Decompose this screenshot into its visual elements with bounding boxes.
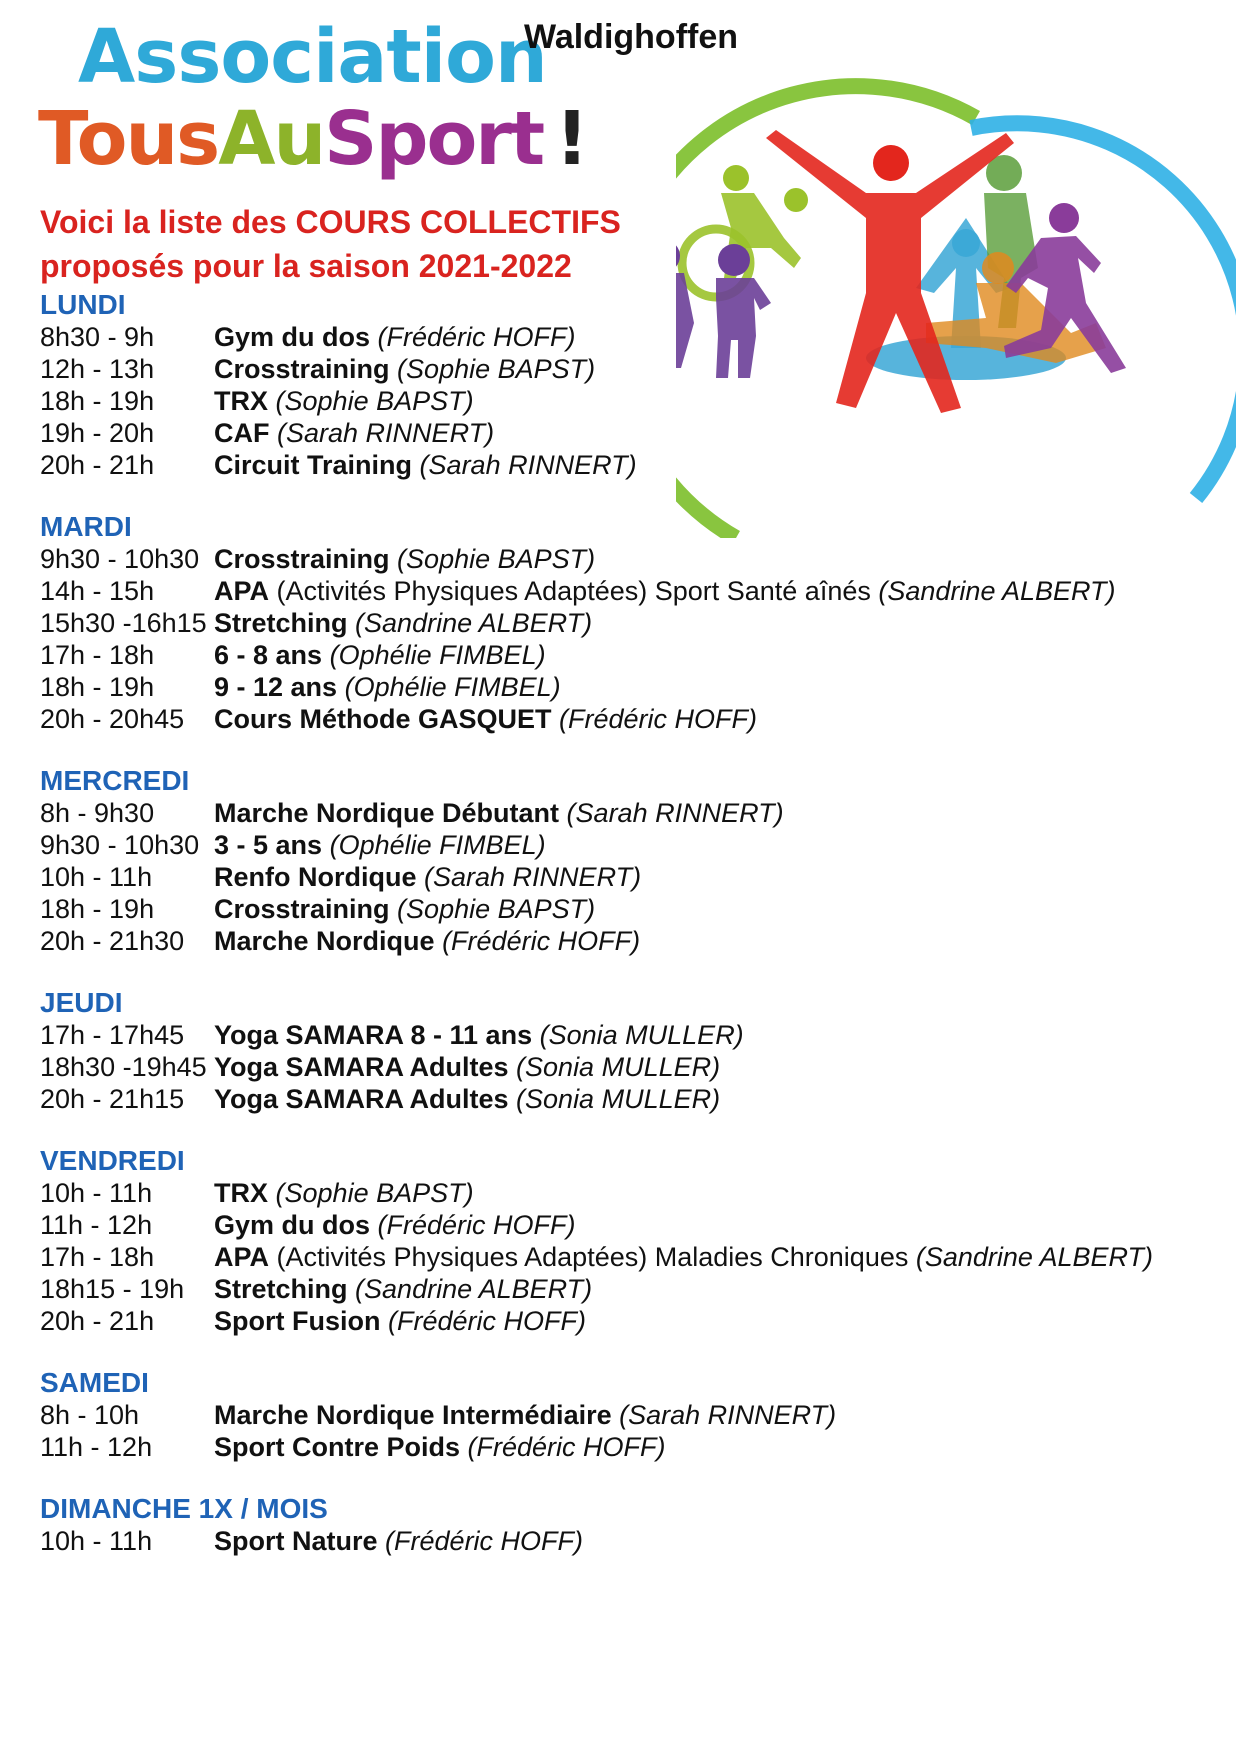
row-time: 14h - 15h <box>40 576 155 606</box>
row-extra: (Activités Physiques Adaptées) Maladies Chroniques <box>276 1242 909 1272</box>
row-course: APA <box>214 576 270 606</box>
schedule-row <box>40 670 561 704</box>
schedule-row <box>40 1176 474 1210</box>
row-coach: (Sandrine ALBERT) <box>355 1274 593 1304</box>
logo-word-au: Au <box>218 96 325 182</box>
row-coach: (Ophélie FIMBEL) <box>329 830 546 860</box>
schedule-row <box>40 638 546 672</box>
schedule-row <box>40 892 595 926</box>
schedule-row <box>40 702 757 736</box>
row-time: 20h - 21h <box>40 450 155 480</box>
schedule-row <box>40 1208 576 1242</box>
row-coach: (Sophie BAPST) <box>275 1178 474 1208</box>
row-coach: (Frédéric HOFF) <box>559 704 758 734</box>
row-course: 6 - 8 ans <box>214 640 323 670</box>
row-time: 18h - 19h <box>40 894 155 924</box>
row-time: 17h - 18h <box>40 640 155 670</box>
town-name: Waldighoffen <box>524 18 739 56</box>
sport-figures-icon <box>676 78 1236 538</box>
row-course: Cours Méthode GASQUET <box>214 704 552 734</box>
row-coach: (Sarah RINNERT) <box>424 862 642 892</box>
row-time: 9h30 - 10h30 <box>40 830 200 860</box>
day-title-dimanche: DIMANCHE 1X / MOIS <box>40 1493 328 1524</box>
row-time: 9h30 - 10h30 <box>40 544 200 574</box>
row-time: 20h - 20h45 <box>40 704 185 734</box>
day-title-mercredi: MERCREDI <box>40 765 190 796</box>
row-time: 17h - 17h45 <box>40 1020 185 1050</box>
row-course: Marche Nordique <box>214 926 435 956</box>
row-coach: (Frédéric HOFF) <box>467 1432 666 1462</box>
row-course: APA <box>214 1242 270 1272</box>
row-extra: (Activités Physiques Adaptées) Sport Santé aînés <box>276 576 871 606</box>
row-coach: (Sophie BAPST) <box>275 386 474 416</box>
day-title-lundi: LUNDI <box>40 289 126 320</box>
row-course: CAF <box>214 418 270 448</box>
row-course: 3 - 5 ans <box>214 830 323 860</box>
schedule-row <box>40 860 641 894</box>
row-time: 18h - 19h <box>40 386 155 416</box>
row-course: Circuit Training <box>214 450 413 480</box>
schedule-row <box>40 352 595 386</box>
row-course: Stretching <box>214 608 348 638</box>
row-course: Crosstraining <box>214 894 390 924</box>
row-time: 12h - 13h <box>40 354 155 384</box>
schedule-row <box>40 1082 720 1116</box>
row-coach: (Frédéric HOFF) <box>388 1306 586 1336</box>
row-coach: (Sophie BAPST) <box>397 354 596 384</box>
row-course: 9 - 12 ans <box>214 672 338 702</box>
row-course: Sport Contre Poids <box>214 1432 461 1462</box>
row-coach: (Ophélie FIMBEL) <box>344 672 561 702</box>
day-title-mardi: MARDI <box>40 511 132 542</box>
row-time: 8h - 10h <box>40 1400 140 1430</box>
row-coach: (Sandrine ALBERT) <box>878 576 1116 606</box>
row-coach: (Sarah RINNERT) <box>277 418 495 448</box>
row-time: 18h15 - 19h <box>40 1274 185 1304</box>
schedule-row <box>40 416 494 450</box>
row-time: 10h - 11h <box>40 1526 153 1556</box>
schedule-row <box>40 1240 1153 1274</box>
logo-exclamation: ! <box>555 96 587 182</box>
row-coach: (Frédéric HOFF) <box>442 926 641 956</box>
schedule-row <box>40 574 1116 608</box>
schedule-row <box>40 1524 583 1558</box>
schedule-row <box>40 796 784 830</box>
row-time: 20h - 21h <box>40 1306 155 1336</box>
row-coach: (Sandrine ALBERT) <box>915 1242 1153 1272</box>
row-course: TRX <box>214 386 268 416</box>
row-course: Renfo Nordique <box>214 862 417 892</box>
row-coach: (Frédéric HOFF) <box>377 322 576 352</box>
row-coach: (Sophie BAPST) <box>397 544 596 574</box>
row-course: Crosstraining <box>214 544 390 574</box>
schedule-row <box>40 320 576 354</box>
schedule-row <box>40 1050 720 1084</box>
row-course: Yoga SAMARA Adultes <box>214 1052 509 1082</box>
row-coach: (Ophélie FIMBEL) <box>329 640 546 670</box>
row-time: 10h - 11h <box>40 862 153 892</box>
row-time: 8h30 - 9h <box>40 322 155 352</box>
row-time: 17h - 18h <box>40 1242 155 1272</box>
schedule-row <box>40 384 474 418</box>
schedule-row <box>40 1018 744 1052</box>
row-course: Gym du dos <box>214 1210 371 1240</box>
row-time: 18h30 -19h45 <box>40 1052 207 1082</box>
purple-child-right <box>716 278 771 378</box>
row-coach: (Sonia MULLER) <box>539 1020 744 1050</box>
row-coach: (Sonia MULLER) <box>516 1084 721 1114</box>
schedule-row <box>40 828 546 862</box>
intro-line-1: Voici la liste des COURS COLLECTIFS <box>40 204 621 240</box>
row-time: 11h - 12h <box>40 1432 153 1462</box>
schedule-row <box>40 542 595 576</box>
row-time: 18h - 19h <box>40 672 155 702</box>
schedule-row <box>40 1304 586 1338</box>
row-coach: (Frédéric HOFF) <box>377 1210 576 1240</box>
row-time: 10h - 11h <box>40 1178 153 1208</box>
row-course: TRX <box>214 1178 268 1208</box>
row-time: 19h - 20h <box>40 418 155 448</box>
schedule-row <box>40 1430 666 1464</box>
row-course: Yoga SAMARA Adultes <box>214 1084 509 1114</box>
row-coach: (Sandrine ALBERT) <box>355 608 593 638</box>
row-course: Stretching <box>214 1274 348 1304</box>
row-time: 20h - 21h15 <box>40 1084 185 1114</box>
row-coach: (Sarah RINNERT) <box>619 1400 837 1430</box>
row-course: Marche Nordique Intermédiaire <box>214 1400 612 1430</box>
intro-title <box>40 200 621 288</box>
row-course: Yoga SAMARA 8 - 11 ans <box>214 1020 533 1050</box>
logo-word-sport: Sport <box>324 96 544 182</box>
logo-line-association: Association <box>78 14 547 100</box>
row-time: 11h - 12h <box>40 1210 153 1240</box>
row-coach: (Sarah RINNERT) <box>419 450 637 480</box>
row-coach: (Sarah RINNERT) <box>566 798 784 828</box>
row-time: 8h - 9h30 <box>40 798 155 828</box>
row-coach: (Frédéric HOFF) <box>385 1526 584 1556</box>
row-coach: (Sophie BAPST) <box>397 894 596 924</box>
day-title-samedi: SAMEDI <box>40 1367 149 1398</box>
day-title-vendredi: VENDREDI <box>40 1145 185 1176</box>
schedule-row <box>40 1398 836 1432</box>
schedule-row <box>40 924 640 958</box>
intro-line-2: proposés pour la saison 2021-2022 <box>40 248 572 284</box>
logo-line-tousausport <box>38 96 587 182</box>
day-title-jeudi: JEUDI <box>40 987 123 1018</box>
row-course: Crosstraining <box>214 354 390 384</box>
row-course: Sport Nature <box>214 1526 378 1556</box>
schedule-row <box>40 606 592 640</box>
schedule-row <box>40 1272 592 1306</box>
row-course: Gym du dos <box>214 322 371 352</box>
row-time: 15h30 -16h15 <box>40 608 207 638</box>
schedule-row <box>40 448 637 482</box>
row-course: Sport Fusion <box>214 1306 381 1336</box>
logo-word-tous: Tous <box>38 96 219 182</box>
row-course: Marche Nordique Débutant <box>214 798 560 828</box>
row-coach: (Sonia MULLER) <box>516 1052 721 1082</box>
row-time: 20h - 21h30 <box>40 926 185 956</box>
